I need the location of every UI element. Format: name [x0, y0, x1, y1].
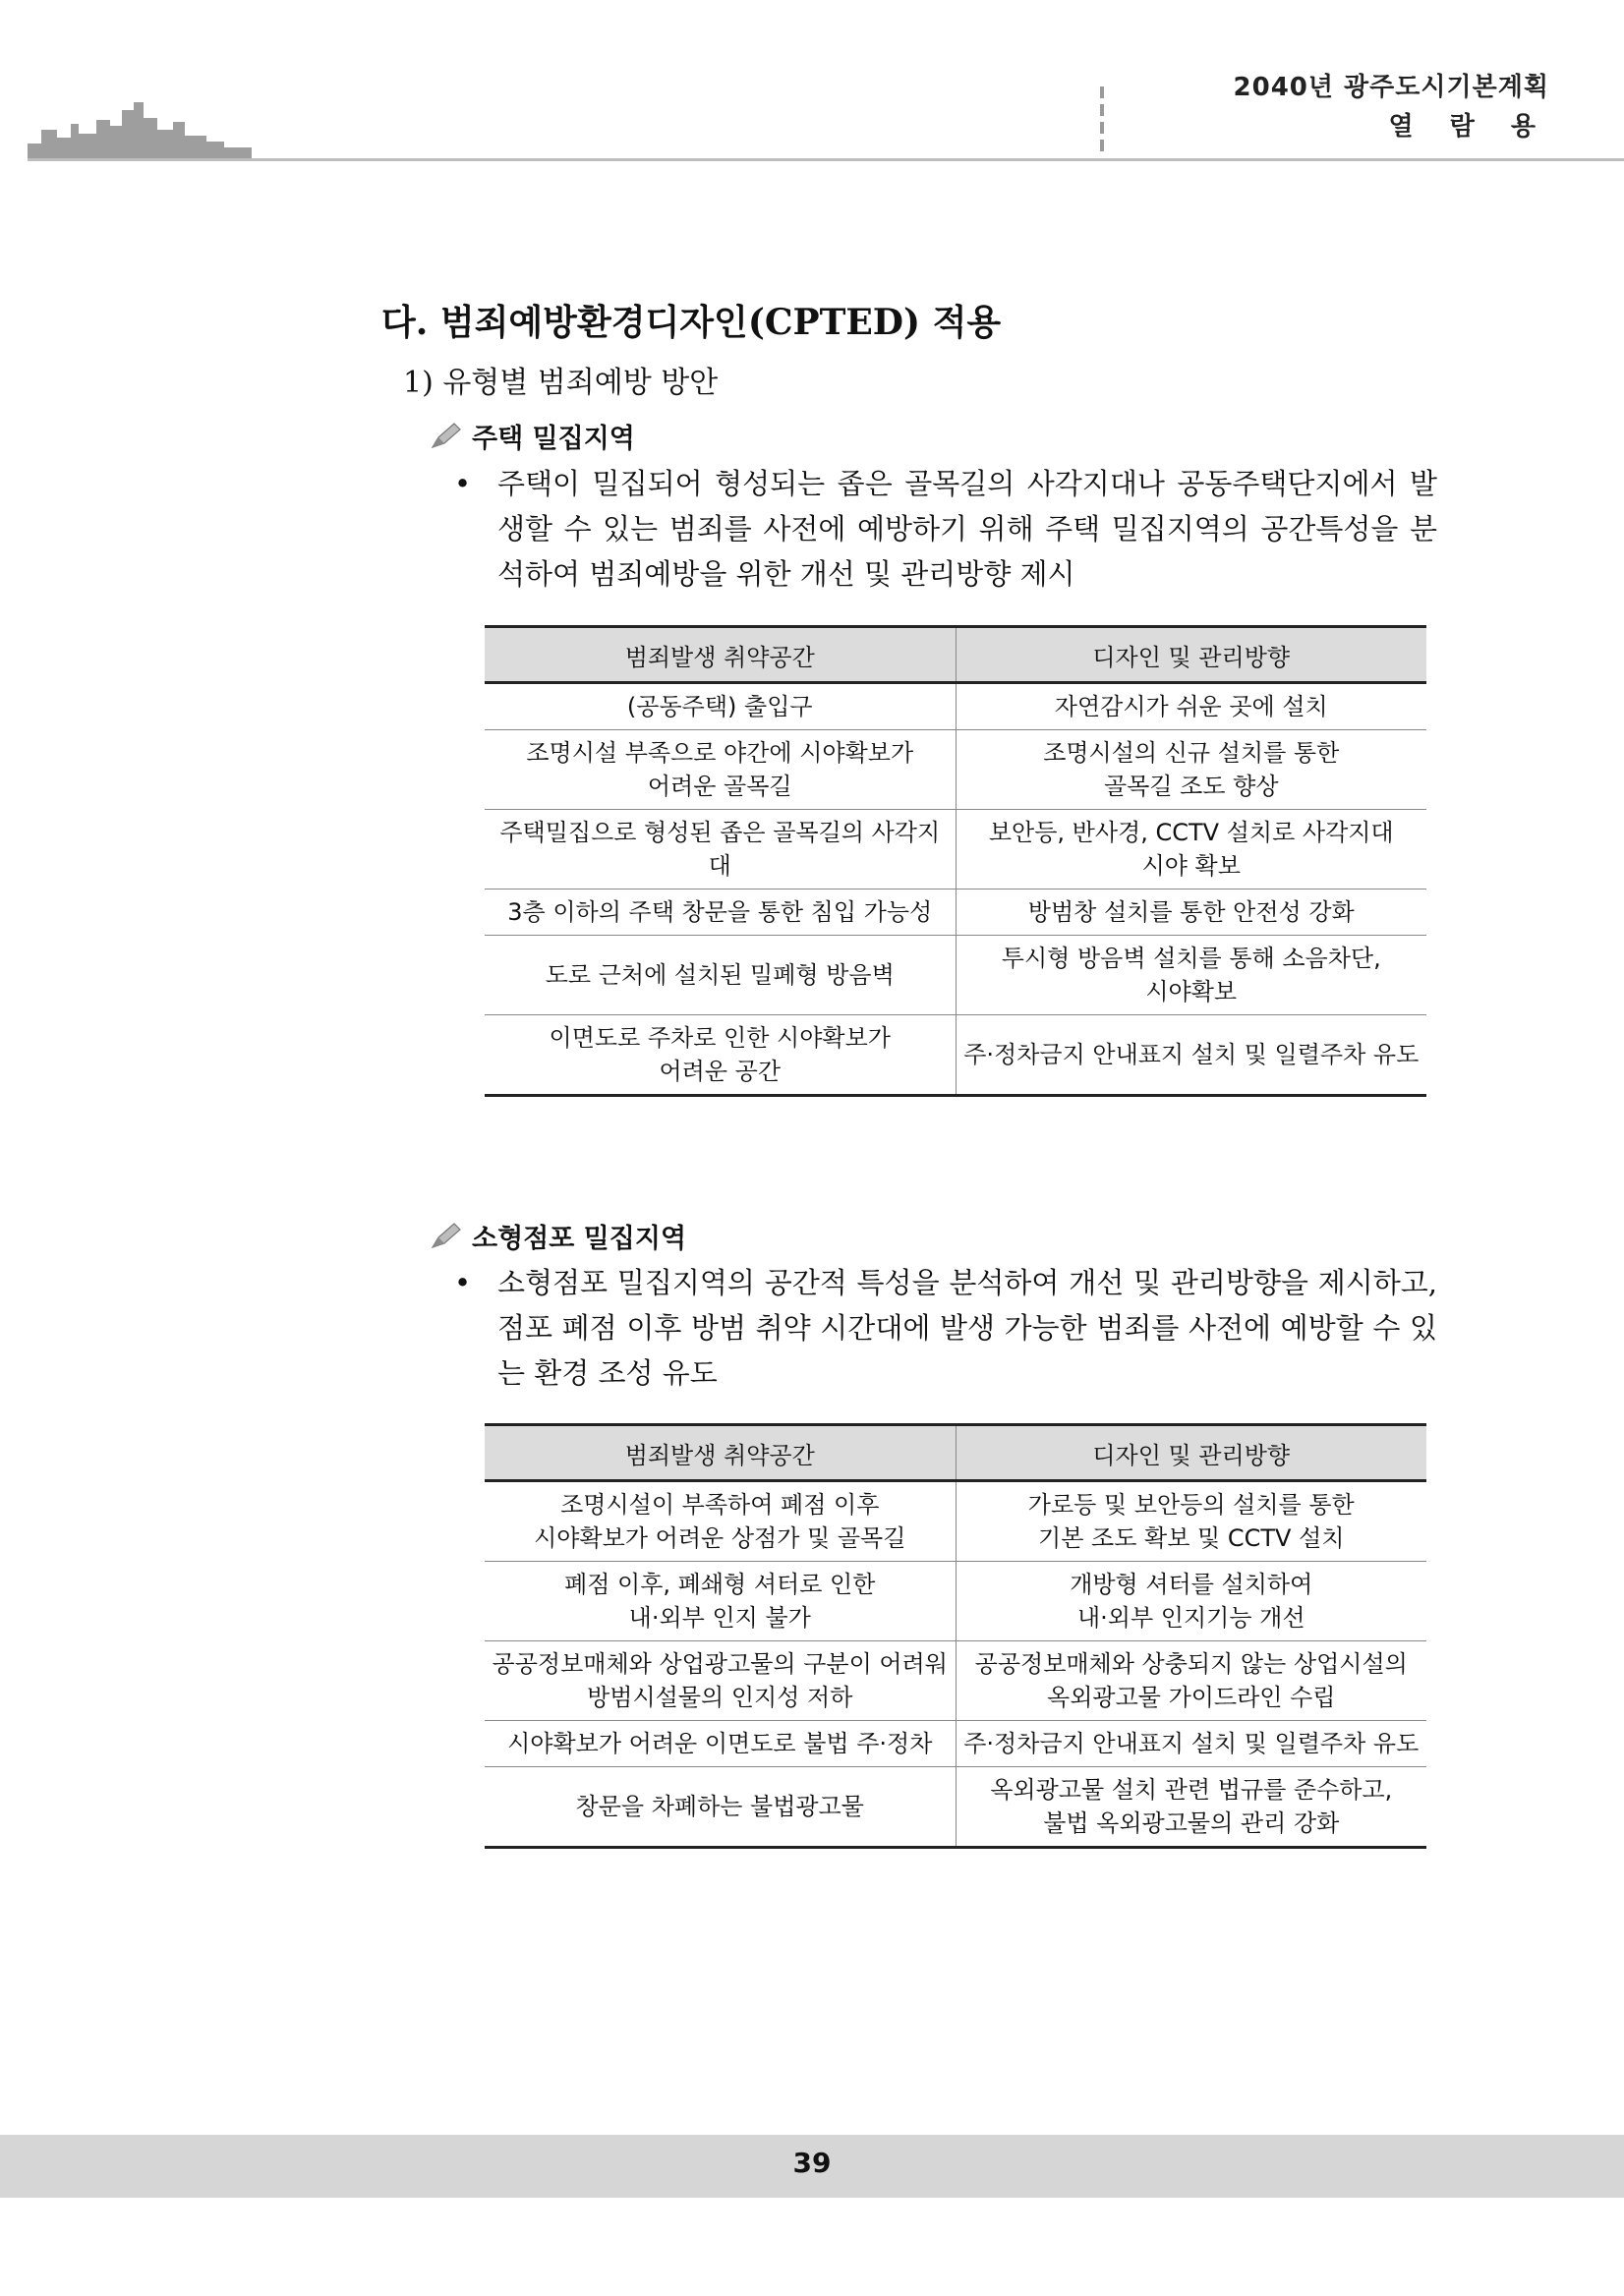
cell-design-direction: 개방형 셔터를 설치하여 내·외부 인지기능 개선	[956, 1562, 1426, 1641]
table-header-direction: 디자인 및 관리방향	[956, 1425, 1426, 1481]
housing-table	[485, 625, 1426, 1097]
shops-table	[485, 1423, 1426, 1849]
header-divider	[1100, 86, 1104, 153]
cell-design-direction: 투시형 방음벽 설치를 통해 소음차단, 시야확보	[956, 936, 1426, 1015]
cell-design-direction: 주·정차금지 안내표지 설치 및 일렬주차 유도	[956, 1015, 1426, 1096]
cell-design-direction: 자연감시가 쉬운 곳에 설치	[956, 683, 1426, 730]
section-title: 다. 범죄예방환경디자인(CPTED) 적용	[381, 302, 1002, 343]
table-row	[485, 1641, 1426, 1721]
table-row	[485, 683, 1426, 730]
cell-vulnerable-space: 이면도로 주차로 인한 시야확보가 어려운 공간	[485, 1015, 956, 1096]
table-row	[485, 1562, 1426, 1641]
table-header-space: 범죄발생 취약공간	[485, 1425, 956, 1481]
cell-vulnerable-space: 창문을 차폐하는 불법광고물	[485, 1767, 956, 1848]
cell-design-direction: 옥외광고물 설치 관련 법규를 준수하고, 불법 옥외광고물의 관리 강화	[956, 1767, 1426, 1848]
bullet-dot: •	[454, 1266, 472, 1299]
housing-bullet	[454, 461, 1437, 597]
table-row	[485, 730, 1426, 810]
cell-vulnerable-space: 조명시설 부족으로 야간에 시야확보가 어려운 골목길	[485, 730, 956, 810]
table-row	[485, 1767, 1426, 1848]
pencil-icon	[429, 1222, 462, 1251]
shops-bullet-text: 소형점포 밀집지역의 공간적 특성을 분석하여 개선 및 관리방향을 제시하고, 점포 폐점 이후 방범 취약 시간대에 발생 가능한 범죄를 사전에 예방할 수 있는 환경 조성 유도	[497, 1266, 1437, 1390]
table-row	[485, 1481, 1426, 1562]
document-subtitle: 열 람 용	[1388, 112, 1549, 142]
category-housing	[429, 417, 635, 455]
cell-vulnerable-space: 공공정보매체와 상업광고물의 구분이 어려워 방범시설물의 인지성 저하	[485, 1641, 956, 1721]
cell-vulnerable-space: 주택밀집으로 형성된 좁은 골목길의 사각지대	[485, 810, 956, 890]
table-row	[485, 1721, 1426, 1767]
cell-vulnerable-space: 도로 근처에 설치된 밀폐형 방음벽	[485, 936, 956, 1015]
cell-design-direction: 공공정보매체와 상충되지 않는 상업시설의 옥외광고물 가이드라인 수립	[956, 1641, 1426, 1721]
cell-vulnerable-space: 3층 이하의 주택 창문을 통한 침입 가능성	[485, 890, 956, 936]
pencil-icon	[429, 422, 462, 451]
cell-vulnerable-space: (공동주택) 출입구	[485, 683, 956, 730]
bullet-dot: •	[454, 467, 472, 500]
city-skyline-logo	[28, 96, 263, 159]
cell-design-direction: 보안등, 반사경, CCTV 설치로 사각지대 시야 확보	[956, 810, 1426, 890]
cell-vulnerable-space: 폐점 이후, 폐쇄형 셔터로 인한 내·외부 인지 불가	[485, 1562, 956, 1641]
category-housing-label: 주택 밀집지역	[472, 424, 635, 454]
table-header-space: 범죄발생 취약공간	[485, 627, 956, 683]
subsection-title: 1) 유형별 범죄예방 방안	[403, 366, 719, 400]
cell-design-direction: 주·정차금지 안내표지 설치 및 일렬주차 유도	[956, 1721, 1426, 1767]
cell-vulnerable-space: 조명시설이 부족하여 폐점 이후 시야확보가 어려운 상점가 및 골목길	[485, 1481, 956, 1562]
page-number: 39	[792, 2147, 832, 2179]
header-rule	[28, 158, 1624, 161]
table-row	[485, 1015, 1426, 1096]
cell-design-direction: 가로등 및 보안등의 설치를 통한 기본 조도 확보 및 CCTV 설치	[956, 1481, 1426, 1562]
cell-design-direction: 방범창 설치를 통한 안전성 강화	[956, 890, 1426, 936]
shops-bullet	[454, 1260, 1437, 1396]
document-title: 2040년 광주도시기본계획	[1233, 73, 1549, 102]
table-row	[485, 936, 1426, 1015]
category-shops-label: 소형점포 밀집지역	[472, 1224, 687, 1254]
cell-design-direction: 조명시설의 신규 설치를 통한 골목길 조도 향상	[956, 730, 1426, 810]
table-header-direction: 디자인 및 관리방향	[956, 627, 1426, 683]
table-row	[485, 810, 1426, 890]
housing-bullet-text: 주택이 밀집되어 형성되는 좁은 골목길의 사각지대나 공동주택단지에서 발생할 수 있는 범죄를 사전에 예방하기 위해 주택 밀집지역의 공간특성을 분석하여 범죄예방을 위한 개선 및 관리방향 제시	[497, 467, 1437, 591]
table-row	[485, 890, 1426, 936]
category-shops	[429, 1217, 686, 1255]
cell-vulnerable-space: 시야확보가 어려운 이면도로 불법 주·정차	[485, 1721, 956, 1767]
